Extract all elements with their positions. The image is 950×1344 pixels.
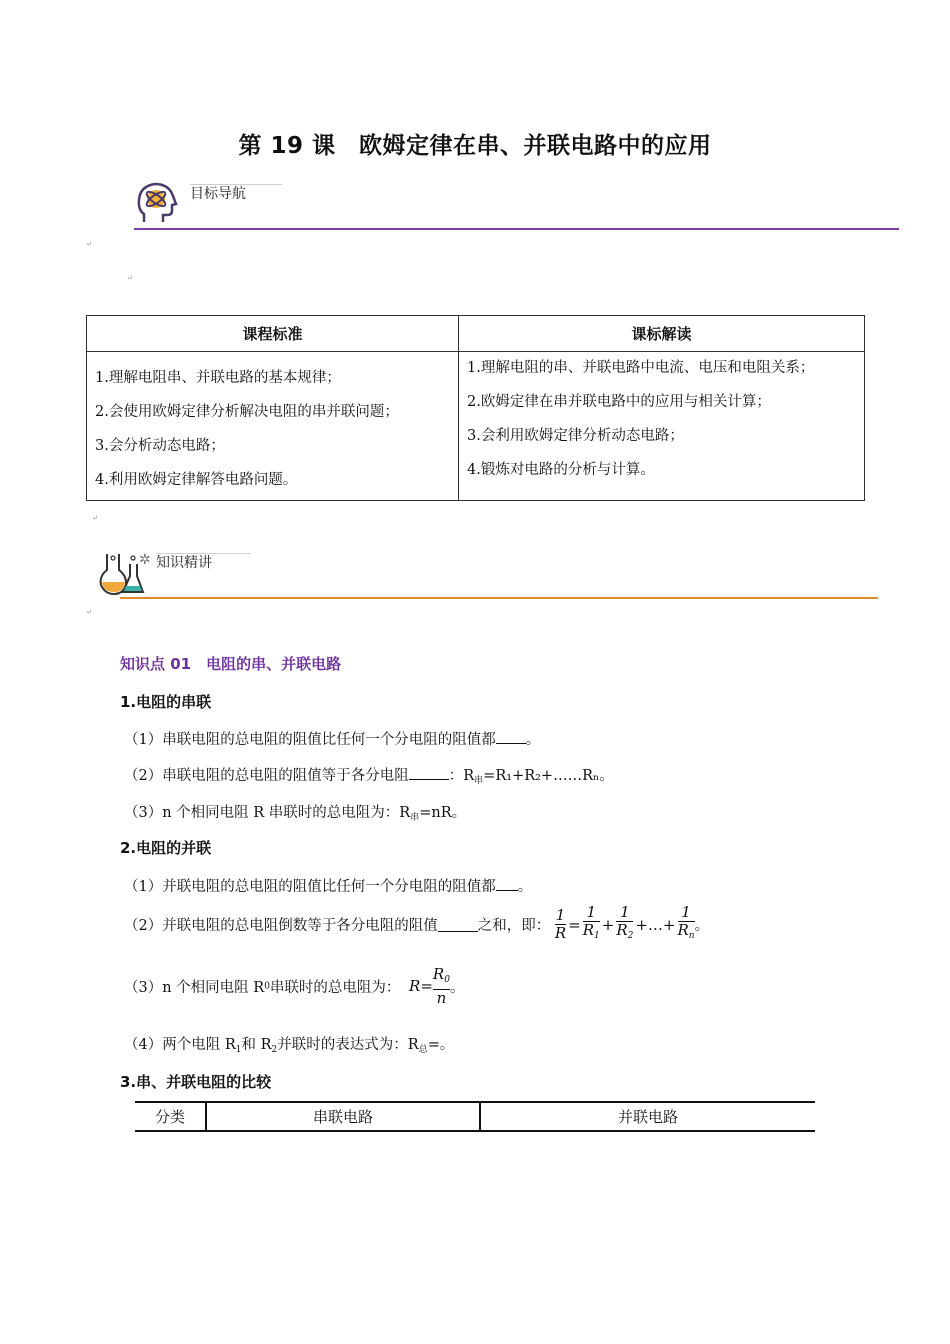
- parallel-line-2: （2）并联电阻的总电阻倒数等于各分电阻的阻值 之和，即： $\frac{1}{R}$ = $\frac{1}{R_1}$ + $\frac{1}{R_2}$ +…+ $\frac{1}{R_n}$ 。: [124, 903, 710, 942]
- series-heading: 1.电阻的串联: [120, 693, 212, 711]
- table-header: 串联电路: [206, 1102, 480, 1131]
- list-item: 2.会使用欧姆定律分析解决电阻的串并联问题；: [95, 404, 399, 420]
- paragraph-mark: ↵: [86, 608, 92, 616]
- knowledge-point-title: 知识点 01 电阻的串、并联电路: [120, 655, 342, 673]
- divider: [120, 597, 878, 599]
- list-item: 4.利用欧姆定律解答电路问题。: [95, 472, 298, 488]
- divider: [134, 228, 899, 230]
- section-label-goal: 目标导航: [190, 186, 246, 202]
- sparkle-icon: ✲: [139, 552, 151, 568]
- fill-blank[interactable]: [496, 876, 518, 891]
- fill-blank[interactable]: [409, 765, 449, 780]
- table-cell: [459, 352, 865, 501]
- paragraph-mark: ↵: [92, 514, 98, 522]
- fill-blank[interactable]: [438, 917, 478, 932]
- section-label-knowledge: 知识精讲: [156, 555, 212, 571]
- series-line-2: （2）串联电阻的总电阻的阻值等于各分电阻 ：$R_串=R_1+R_2+\dots\dots R_n$。: [124, 764, 614, 786]
- formula: R=: [409, 977, 433, 995]
- compare-table: [135, 1101, 815, 1132]
- paragraph-mark: ↵: [86, 240, 92, 248]
- paragraph-mark: ↵: [127, 274, 133, 282]
- table-header: 并联电路: [480, 1102, 815, 1131]
- list-item: 3.会利用欧姆定律分析动态电路；: [467, 428, 684, 444]
- compare-heading: 3.串、并联电阻的比较: [120, 1073, 272, 1091]
- table-header: 分类: [135, 1102, 206, 1131]
- head-icon: [136, 180, 178, 226]
- divider: [190, 184, 282, 185]
- series-line-3: （3）n 个相同电阻 R 串联时的总电阻为：$R_串=nR$。: [124, 805, 467, 823]
- page-title: 第 19 课 欧姆定律在串、并联电路中的应用: [238, 133, 712, 159]
- list-item: 1.理解电阻串、并联电路的基本规律；: [95, 370, 341, 386]
- parallel-line-3: （3）n 个相同电阻 R0串联时的总电阻为： R= $\frac{R_0}{n}$ 。: [124, 965, 465, 1007]
- divider: [156, 553, 251, 554]
- list-item: 1.理解电阻的串、并联电路中电流、电压和电阻关系；: [467, 360, 815, 376]
- series-line-1: （1）串联电阻的总电阻的阻值比任何一个分电阻的阻值都 。: [124, 728, 540, 749]
- parallel-heading: 2.电阻的并联: [120, 839, 212, 857]
- list-item: 2.欧姆定律在串并联电路中的应用与相关计算；: [467, 394, 771, 410]
- standards-table: [86, 315, 865, 501]
- formula: $\frac{1}{R}$: [554, 906, 567, 942]
- flask-icon: [97, 550, 145, 596]
- table-header: 课程标准: [87, 316, 459, 352]
- table-cell: [87, 352, 459, 501]
- parallel-line-4: （4）两个电阻 $R_1$和 $R_2$并联时的表达式为：$R_总=$。: [124, 1037, 455, 1055]
- parallel-line-1: （1）并联电阻的总电阻的阻值比任何一个分电阻的阻值都 。: [124, 875, 532, 896]
- table-header: 课标解读: [459, 316, 865, 352]
- fill-blank[interactable]: [496, 729, 526, 744]
- list-item: 3.会分析动态电路；: [95, 438, 225, 454]
- list-item: 4.锻炼对电路的分析与计算。: [467, 462, 655, 478]
